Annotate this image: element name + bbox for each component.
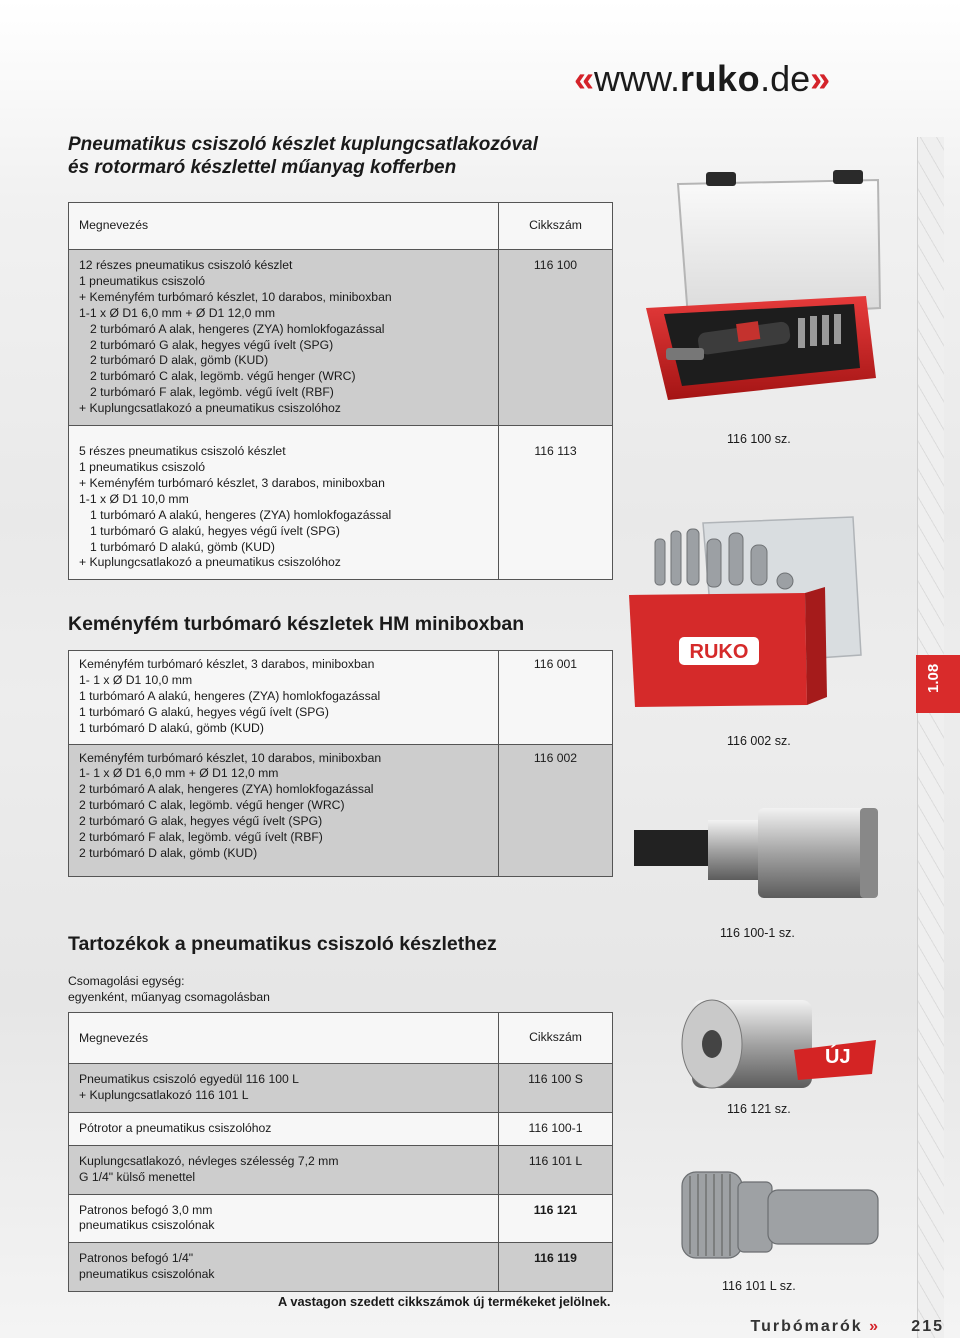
desc-line: 2 turbómaró F alak, legömb. végű ívelt (RBF) <box>79 830 323 845</box>
url-prefix: www. <box>594 58 681 99</box>
table-header <box>69 203 613 250</box>
row-description <box>69 1112 499 1145</box>
new-badge: ÚJ <box>825 1046 851 1068</box>
row-code: 116 002 <box>499 744 613 876</box>
section2-table <box>68 650 613 877</box>
right-quote: » <box>810 58 831 99</box>
product-image-minibox <box>625 515 865 715</box>
chapter-tab <box>916 655 960 713</box>
desc-line: + Keményfém turbómaró készlet, 3 darabos, miniboxban <box>79 475 385 490</box>
row-code: 116 113 <box>499 426 613 580</box>
table-header <box>69 1013 613 1064</box>
table-row <box>69 651 613 745</box>
caption-1161001: 116 100-1 sz. <box>720 926 795 940</box>
table-row <box>69 1243 613 1292</box>
caption-116002: 116 002 sz. <box>727 734 791 748</box>
row-description <box>69 1243 499 1292</box>
desc-line: 1 turbómaró A alakú, hengeres (ZYA) homlokfogazással <box>90 507 392 522</box>
desc-line: 1-1 x Ø D1 10,0 mm <box>79 491 189 506</box>
product-image-coupling <box>672 1148 902 1278</box>
desc-line: 1 turbómaró D alakú, gömb (KUD) <box>79 720 264 735</box>
desc-line: pneumatikus csiszolónak <box>79 1267 215 1282</box>
ruko-logo: RUKO <box>689 641 749 663</box>
desc-line: 1 turbómaró G alakú, hegyes végű ívelt (SPG) <box>90 523 340 538</box>
product-image-collet <box>672 970 882 1100</box>
desc-line: G 1/4" külső menettel <box>79 1169 196 1184</box>
desc-line: Keményfém turbómaró készlet, 10 darabos, miniboxban <box>79 750 382 765</box>
row-code: 116 100 S <box>499 1064 613 1113</box>
section3-title: Tartozékok a pneumatikus csiszoló készlethez <box>68 933 497 955</box>
desc-line: 1 pneumatikus csiszoló <box>79 459 205 474</box>
row-description <box>69 1194 499 1243</box>
row-code: 116 100 <box>499 250 613 426</box>
footer-section <box>750 1318 880 1336</box>
section1-title-line1: Pneumatikus csiszoló készlet kuplungcsatlakozóval <box>68 134 538 155</box>
desc-line: 2 turbómaró A alak, hengeres (ZYA) homlokfogazással <box>90 321 385 336</box>
table-row <box>69 1112 613 1145</box>
desc-line: 2 turbómaró D alak, gömb (KUD) <box>79 845 258 860</box>
row-description <box>69 250 499 426</box>
packaging-line: egyenként, műanyag csomagolásban <box>68 990 270 1004</box>
desc-line: 1-1 x Ø D1 6,0 mm + Ø D1 12,0 mm <box>79 305 276 320</box>
desc-line: pneumatikus csiszolónak <box>79 1218 215 1233</box>
row-code: 116 101 L <box>499 1145 613 1194</box>
table-row <box>69 1194 613 1243</box>
table-row <box>69 744 613 876</box>
page-number: 215 <box>911 1318 944 1335</box>
desc-line: 1 pneumatikus csiszoló <box>79 273 205 288</box>
col-code-header: Cikkszám <box>499 1013 613 1064</box>
desc-line: 1- 1 x Ø D1 6,0 mm + Ø D1 12,0 mm <box>79 766 279 781</box>
desc-line: 2 turbómaró C alak, legömb. végű henger (WRC) <box>90 369 356 384</box>
product-image-case <box>628 168 890 408</box>
left-quote: « <box>574 58 595 99</box>
desc-line: 12 részes pneumatikus csiszoló készlet <box>79 258 293 272</box>
desc-line: 2 turbómaró F alak, legömb. végű ívelt (RBF) <box>90 385 334 400</box>
url-suffix: .de <box>760 58 811 99</box>
caption-116100: 116 100 sz. <box>727 432 791 446</box>
packaging-line: Csomagolási egység: <box>68 974 185 988</box>
row-code: 116 121 <box>499 1194 613 1243</box>
packaging-info <box>68 973 270 1005</box>
row-code: 116 001 <box>499 651 613 745</box>
desc-line: + Kuplungcsatlakozó 116 101 L <box>79 1087 249 1102</box>
table-row <box>69 1145 613 1194</box>
footer-arrow: » <box>869 1318 880 1335</box>
desc-line: Pótrotor a pneumatikus csiszolóhoz <box>79 1120 272 1135</box>
row-description <box>69 744 499 876</box>
url-brand: ruko <box>680 58 761 99</box>
desc-line: + Kuplungcsatlakozó a pneumatikus csiszolóhoz <box>79 401 341 416</box>
table-row <box>69 1064 613 1113</box>
desc-line: + Kuplungcsatlakozó a pneumatikus csiszolóhoz <box>79 555 341 570</box>
desc-line: Kuplungcsatlakozó, névleges szélesség 7,2 mm <box>79 1153 339 1168</box>
section1-title <box>68 133 538 179</box>
desc-line: 1- 1 x Ø D1 10,0 mm <box>79 672 193 687</box>
row-description <box>69 1064 499 1113</box>
desc-line: 1 turbómaró A alakú, hengeres (ZYA) homlokfogazással <box>79 688 381 703</box>
desc-line: Patronos befogó 3,0 mm <box>79 1202 213 1217</box>
product-image-rotor <box>628 790 890 912</box>
caption-116121: 116 121 sz. <box>727 1102 791 1116</box>
desc-line: 1 turbómaró D alakú, gömb (KUD) <box>90 539 275 554</box>
desc-line: 5 részes pneumatikus csiszoló készlet <box>79 444 286 459</box>
desc-line: 2 turbómaró G alak, hegyes végű ívelt (SPG) <box>90 337 334 352</box>
row-code: 116 119 <box>499 1243 613 1292</box>
new-items-note: A vastagon szedett cikkszámok új termékeket jelölnek. <box>278 1294 611 1309</box>
col-name-header: Megnevezés <box>69 1013 499 1064</box>
row-description <box>69 1145 499 1194</box>
desc-line: + Keményfém turbómaró készlet, 10 darabos, miniboxban <box>79 289 392 304</box>
desc-line: 2 turbómaró G alak, hegyes végű ívelt (SPG) <box>79 814 323 829</box>
desc-line: Keményfém turbómaró készlet, 3 darabos, miniboxban <box>79 657 375 671</box>
desc-line: 1 turbómaró G alakú, hegyes végű ívelt (SPG) <box>79 704 329 719</box>
caption-116101L: 116 101 L sz. <box>722 1279 796 1293</box>
row-description <box>69 426 499 580</box>
desc-line: 2 turbómaró C alak, legömb. végű henger (WRC) <box>79 798 345 813</box>
table-row <box>69 426 613 580</box>
footer-section-label: Turbómarók <box>750 1318 863 1335</box>
table-row <box>69 250 613 426</box>
row-description <box>69 651 499 745</box>
desc-line: Pneumatikus csiszoló egyedül 116 100 L <box>79 1072 299 1086</box>
section1-title-line2: és rotormaró készlettel műanyag kofferben <box>68 157 457 178</box>
section2-title: Keményfém turbómaró készletek HM miniboxban <box>68 613 525 635</box>
desc-line: 2 turbómaró D alak, gömb (KUD) <box>90 353 269 368</box>
row-code: 116 100-1 <box>499 1112 613 1145</box>
desc-line: Patronos befogó 1/4" <box>79 1251 194 1266</box>
chapter-tab-label: 1.08 <box>925 663 942 693</box>
website-url[interactable] <box>574 58 830 100</box>
col-name-header: Megnevezés <box>69 203 499 250</box>
section3-table <box>68 1012 613 1292</box>
side-stripe <box>917 137 944 1338</box>
section1-table <box>68 202 613 580</box>
col-code-header: Cikkszám <box>499 203 613 250</box>
desc-line: 2 turbómaró A alak, hengeres (ZYA) homlokfogazással <box>79 782 374 797</box>
